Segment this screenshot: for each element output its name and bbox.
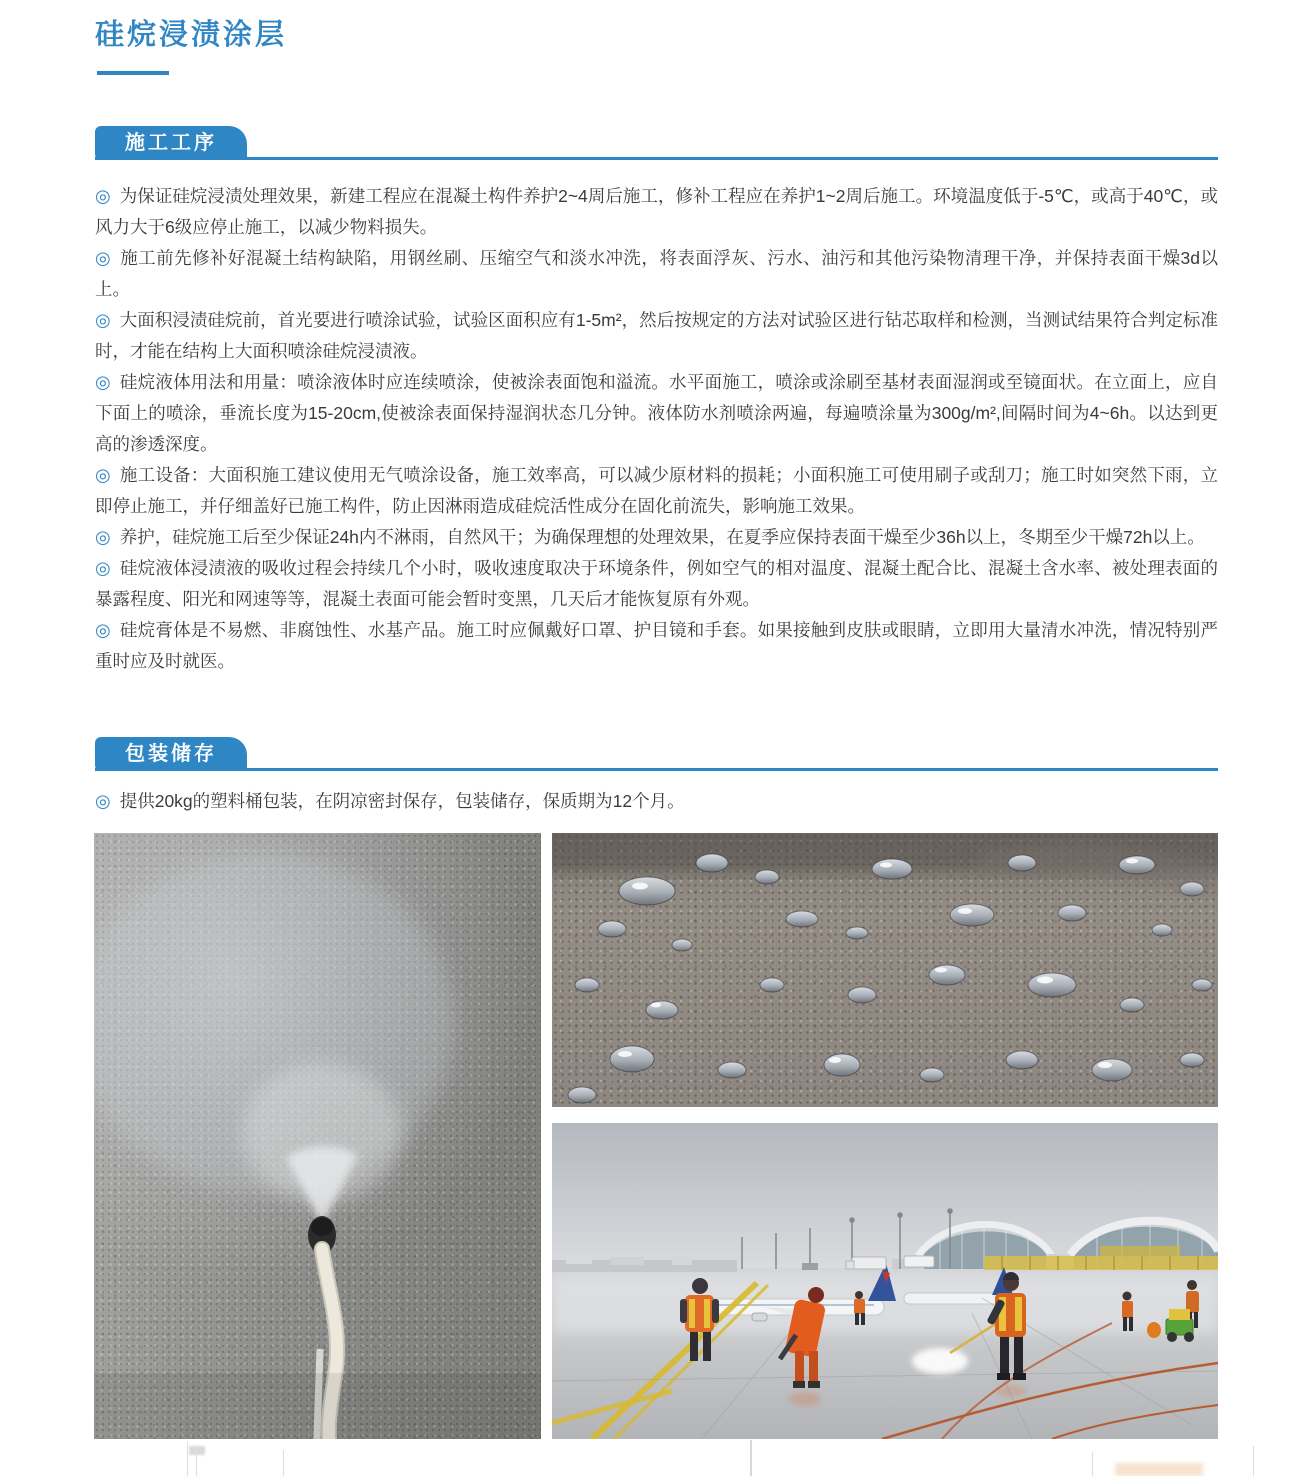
bullet-text: 施工设备：大面积施工建议使用无气喷涂设备，施工效率高，可以减少原材料的损耗；小面积施工可使用刷子或刮刀；施工时如突然下雨，立即停止施工，并仔细盖好已施工构件，防止因淋雨造成硅烷活性成分在固化前流失，影响施工效果。 [95, 465, 1218, 516]
bullet-text: 施工前先修补好混凝土结构缺陷，用钢丝刷、压缩空气和淡水冲洗，将表面浮灰、污水、油污和其他污染物清理干净，并保持表面干燥3d以上。 [95, 248, 1218, 299]
bullseye-bullet-icon: ◎ [95, 527, 111, 547]
construction-paragraphs [95, 181, 1218, 677]
bottom-shadow [94, 1373, 541, 1439]
droplet-highlights [618, 859, 1138, 1069]
section-rule [95, 768, 1218, 771]
bullet-paragraph [95, 460, 1218, 522]
nozzle-tip [311, 1218, 333, 1236]
page-bleed-line [1092, 1452, 1093, 1476]
page-bleed-line [1253, 1446, 1254, 1476]
bullseye-bullet-icon: ◎ [95, 372, 111, 392]
bullseye-bullet-icon: ◎ [95, 558, 111, 578]
bullseye-bullet-icon: ◎ [95, 465, 111, 485]
bullseye-bullet-icon: ◎ [95, 310, 111, 330]
title-underline [97, 71, 169, 75]
bullet-text: 为保证硅烷浸渍处理效果，新建工程应在混凝土构件养护2~4周后施工，修补工程应在养护1~2周后施工。环境温度低于-5℃，或高于40℃，或风力大于6级应停止施工，以减少物料损失。 [95, 186, 1218, 237]
bullet-paragraph [95, 522, 1218, 553]
bullseye-bullet-icon: ◎ [95, 248, 112, 268]
bullet-paragraph [95, 305, 1218, 367]
bullet-paragraph [95, 367, 1218, 460]
section-rule [95, 157, 1218, 160]
page-bleed-smudge [189, 1446, 205, 1455]
section-heading-construction: 施工工序 [95, 126, 247, 160]
worker-reflection [789, 1392, 821, 1406]
distant-block [610, 1257, 644, 1265]
packaging-paragraphs [95, 786, 1218, 817]
bullet-paragraph [95, 615, 1218, 677]
bullseye-bullet-icon: ◎ [95, 791, 111, 811]
bullet-paragraph [95, 243, 1218, 305]
page-bleed-orange [1115, 1463, 1203, 1476]
bullet-text: 硅烷液体浸渍液的吸收过程会持续几个小时，吸收速度取决于环境条件，例如空气的相对温度、混凝土配合比、混凝土含水率、被处理表面的暴露程度、阳光和网速等等，混凝土表面可能会暂时变黑，几天后才能恢复原有外观。 [95, 558, 1218, 609]
bullet-paragraph [95, 181, 1218, 243]
spray-wall-overlay [94, 833, 541, 1439]
distant-block [566, 1255, 592, 1264]
bullet-paragraph [95, 553, 1218, 615]
airport-scene [552, 1123, 1218, 1439]
page-bleed-line [750, 1440, 752, 1476]
section-heading-packaging: 包装储存 [95, 737, 247, 771]
water-droplets [568, 854, 1212, 1103]
bullet-paragraph [95, 786, 1218, 817]
bullet-text: 硅烷液体用法和用量：喷涂液体时应连续喷涂，使被涂表面饱和溢流。水平面施工，喷涂或涂刷至基材表面湿润或至镜面状。在立面上，应自下面上的喷涂，垂流长度为15-20cm,使被涂表面保持湿润状态几分钟。液体防水剂喷涂两遍，每遍喷涂量为300g/m²,间隔时间为4~6h。以达到更高的渗透深度。 [95, 372, 1218, 454]
spray-mist [912, 1348, 968, 1374]
droplets-overlay [552, 833, 1218, 1107]
bullseye-bullet-icon: ◎ [95, 620, 111, 640]
bullet-text: 提供20kg的塑料桶包装，在阴凉密封保存，包装储存，保质期为12个月。 [119, 791, 685, 811]
page-bleed-line [187, 1442, 188, 1476]
distant-block [672, 1256, 692, 1265]
photo-airport-apron-spraying [552, 1123, 1218, 1439]
page-title: 硅烷浸渍涂层 [95, 19, 288, 51]
photo-spray-application-on-wall [94, 833, 541, 1439]
bullet-text: 养护，硅烷施工后至少保证24h内不淋雨，自然风干；为确保理想的处理效果，在夏季应保持表面干燥至少36h以上，冬期至少干燥72h以上。 [119, 527, 1205, 547]
bullet-text: 硅烷膏体是不易燃、非腐蚀性、水基产品。施工时应佩戴好口罩、护目镜和手套。如果接触到皮肤或眼睛，立即用大量清水冲洗，情况特别严重时应及时就医。 [95, 620, 1218, 671]
photo-hydrophobic-droplets [552, 833, 1218, 1107]
worker-reflection [996, 1385, 1026, 1397]
page-bleed-line [196, 1448, 197, 1476]
page-bleed-line [283, 1450, 284, 1476]
bullet-text: 大面积浸渍硅烷前，首光要进行喷涂试验，试验区面积应有1-5m²，然后按规定的方法对试验区进行钻芯取样和检测，当测试结果符合判定标准时，才能在结构上大面积喷涂硅烷浸渍液。 [95, 310, 1218, 361]
bullseye-bullet-icon: ◎ [95, 186, 111, 206]
